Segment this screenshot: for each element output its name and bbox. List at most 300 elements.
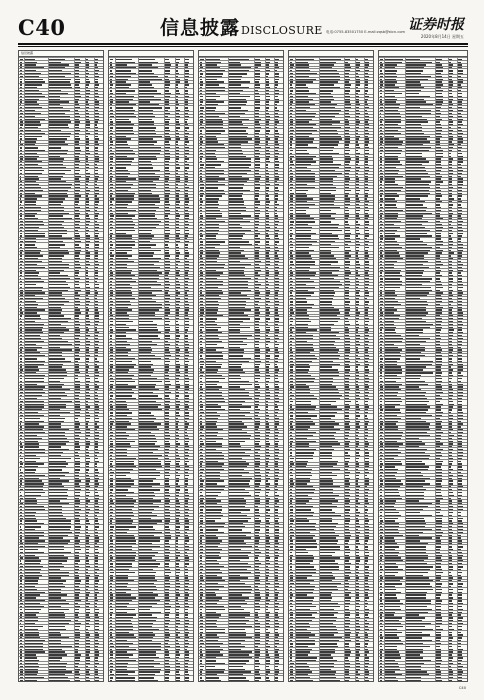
table-row xyxy=(199,143,283,144)
table-cell-ink xyxy=(110,677,113,679)
table-cell-ink xyxy=(266,164,269,166)
table-row xyxy=(109,74,193,75)
table-cell-ink xyxy=(200,518,203,520)
table-cell-ink xyxy=(200,557,202,559)
table-row xyxy=(19,308,103,309)
table-row xyxy=(199,351,283,352)
table-cell-ink xyxy=(206,201,218,203)
table-cell-ink xyxy=(229,518,251,520)
table-column-divider xyxy=(48,57,49,681)
table-row xyxy=(199,371,283,372)
table-columns xyxy=(18,50,468,682)
table-row xyxy=(19,382,103,383)
table-cell-ink xyxy=(139,540,160,542)
table-row xyxy=(199,57,283,58)
table-cell-ink xyxy=(86,233,89,235)
table-row xyxy=(109,539,193,540)
table-row xyxy=(19,539,103,540)
table-cell-ink xyxy=(49,580,67,582)
column-3 xyxy=(198,50,284,682)
table-cell-ink xyxy=(116,335,126,337)
table-cell-ink xyxy=(290,144,292,146)
table-cell-ink xyxy=(356,190,361,192)
table-row xyxy=(199,66,283,67)
table-row xyxy=(109,319,193,320)
table-cell-ink xyxy=(176,327,180,329)
table-cell-ink xyxy=(229,84,241,86)
table-row xyxy=(109,148,193,149)
table-row xyxy=(19,351,103,352)
table-row xyxy=(19,108,103,109)
table-row xyxy=(19,453,103,454)
table-cell-ink xyxy=(20,79,22,81)
table-cell-ink xyxy=(206,666,216,668)
table-cell-ink xyxy=(95,284,99,286)
table-row xyxy=(199,114,283,115)
table-row xyxy=(19,607,103,608)
table-cell-ink xyxy=(20,463,23,465)
table-row xyxy=(289,125,373,126)
table-cell-ink xyxy=(176,563,180,565)
table-row xyxy=(289,180,373,181)
table-cell-ink xyxy=(95,358,98,360)
section-title-cn: 信息披露 xyxy=(160,17,241,39)
table-row xyxy=(199,362,283,363)
table-row xyxy=(109,262,193,263)
table-cell-ink xyxy=(139,572,156,574)
table-cell-ink xyxy=(275,378,278,380)
table-cell-ink xyxy=(206,130,225,132)
table-cell-ink xyxy=(86,520,90,522)
table-cell-ink xyxy=(200,73,203,75)
table-row xyxy=(109,416,193,417)
table-cell-ink xyxy=(116,609,135,611)
table-cell-ink xyxy=(185,441,189,443)
table-row xyxy=(19,613,103,614)
table-cell-ink xyxy=(296,221,315,223)
table-row xyxy=(19,678,103,679)
table-cell-ink xyxy=(139,677,153,679)
table-cell-ink xyxy=(185,255,189,257)
table-row xyxy=(199,476,283,477)
table-cell-ink xyxy=(255,318,259,320)
table-row xyxy=(109,638,193,639)
table-row xyxy=(19,271,103,272)
table-cell-ink xyxy=(49,272,61,274)
table-cell-ink xyxy=(200,187,204,189)
table-cell-ink xyxy=(275,344,279,346)
table-row xyxy=(289,202,373,203)
table-cell-ink xyxy=(365,84,368,86)
table-cell-ink xyxy=(86,492,90,494)
table-cell-ink xyxy=(290,235,292,237)
table-cell-ink xyxy=(206,101,224,103)
table-row xyxy=(199,294,283,295)
table-cell-ink xyxy=(296,84,306,86)
table-row xyxy=(19,530,103,531)
table-cell-ink xyxy=(356,144,360,146)
table-row xyxy=(289,219,373,220)
table-cell-ink xyxy=(185,167,189,169)
table-row xyxy=(109,504,193,505)
table-row xyxy=(109,353,193,354)
table-row xyxy=(19,345,103,346)
table-cell-ink xyxy=(25,492,45,494)
table-row xyxy=(19,103,103,104)
table-cell-ink xyxy=(255,213,259,215)
table-cell-ink xyxy=(165,141,169,143)
table-row xyxy=(109,675,193,676)
table-cell-ink xyxy=(86,469,90,471)
table-row xyxy=(109,117,193,118)
table-cell-ink xyxy=(165,671,169,673)
table-cell-ink xyxy=(95,233,99,235)
table-row xyxy=(199,527,283,528)
table-row xyxy=(199,222,283,223)
table-cell-ink xyxy=(75,626,80,628)
table-cell-ink xyxy=(49,458,71,460)
table-cell-ink xyxy=(266,355,270,357)
table-row xyxy=(109,259,193,260)
table-column-divider xyxy=(265,57,266,681)
table-row xyxy=(289,77,373,78)
table-cell-ink xyxy=(176,321,179,323)
table-cell-ink xyxy=(75,560,80,562)
table-cell-ink xyxy=(20,272,22,274)
table-row xyxy=(199,359,283,360)
table-cell-ink xyxy=(75,315,78,317)
table-cell-ink xyxy=(20,549,23,551)
table-cell-ink xyxy=(345,235,350,237)
table-row xyxy=(199,581,283,582)
table-cell-ink xyxy=(25,272,39,274)
table-row xyxy=(19,157,103,158)
table-row xyxy=(19,288,103,289)
table-cell-ink xyxy=(185,244,189,246)
table-row xyxy=(289,134,373,135)
table-cell-ink xyxy=(116,381,135,383)
table-row xyxy=(19,499,103,500)
table-cell-ink xyxy=(229,130,247,132)
table-row xyxy=(289,143,373,144)
table-cell-ink xyxy=(165,84,170,86)
table-row xyxy=(109,291,193,292)
table-row xyxy=(199,479,283,480)
table-row xyxy=(19,584,103,585)
table-cell-ink xyxy=(290,161,293,163)
table-row xyxy=(199,470,283,471)
table-cell-ink xyxy=(165,475,170,477)
table-row xyxy=(19,131,103,132)
table-row xyxy=(109,205,193,206)
table-cell-ink xyxy=(266,107,269,109)
table-cell-ink xyxy=(116,461,134,463)
table-cell-ink xyxy=(110,244,113,246)
table-cell-ink xyxy=(320,150,333,152)
table-row xyxy=(199,154,283,155)
table-row xyxy=(199,579,283,580)
table-row xyxy=(199,217,283,218)
table-row xyxy=(199,507,283,508)
table-cell-ink xyxy=(345,150,350,152)
table-row xyxy=(19,485,103,486)
table-row xyxy=(199,376,283,377)
table-row xyxy=(109,624,193,625)
table-cell-ink xyxy=(200,79,202,81)
table-row xyxy=(199,353,283,354)
table-row xyxy=(19,114,103,115)
table-row xyxy=(19,496,103,497)
table-cell-ink xyxy=(139,671,160,673)
table-cell-ink xyxy=(49,215,63,217)
table-row xyxy=(109,97,193,98)
table-cell-ink xyxy=(275,84,278,86)
table-cell-ink xyxy=(176,677,180,679)
table-cell-ink xyxy=(255,84,259,86)
table-cell-ink xyxy=(229,318,250,320)
table-row xyxy=(199,231,283,232)
table-cell-ink xyxy=(116,680,135,682)
table-row xyxy=(109,581,193,582)
table-cell-ink xyxy=(165,158,169,160)
table-cell-ink xyxy=(49,244,65,246)
table-row xyxy=(199,447,283,448)
table-cell-ink xyxy=(25,215,35,217)
table-cell-ink xyxy=(110,540,113,542)
table-cell-ink xyxy=(266,660,271,662)
table-row xyxy=(109,556,193,557)
table-cell-ink xyxy=(200,318,203,320)
table-cell-ink xyxy=(206,384,217,386)
table-row xyxy=(109,268,193,269)
table-row xyxy=(199,390,283,391)
table-row xyxy=(19,570,103,571)
table-cell-ink xyxy=(229,529,243,531)
table-cell-ink xyxy=(110,461,113,463)
table-row xyxy=(199,516,283,517)
table-cell-ink xyxy=(266,557,270,559)
table-cell-ink xyxy=(365,210,370,212)
table-cell-ink xyxy=(206,480,224,482)
table-row xyxy=(109,276,193,277)
table-cell-ink xyxy=(200,241,203,243)
table-row xyxy=(199,333,283,334)
table-row xyxy=(199,262,283,263)
table-row xyxy=(199,638,283,639)
table-cell-ink xyxy=(139,107,162,109)
table-cell-ink xyxy=(25,233,45,235)
table-cell-ink xyxy=(165,107,169,109)
table-row xyxy=(109,653,193,654)
table-cell-ink xyxy=(365,235,370,237)
table-cell-ink xyxy=(165,167,168,169)
table-row xyxy=(19,60,103,61)
table-cell-ink xyxy=(275,96,278,98)
table-cell-ink xyxy=(95,124,98,126)
table-cell-ink xyxy=(20,124,23,126)
table-cell-ink xyxy=(75,657,80,659)
table-row xyxy=(109,507,193,508)
table-cell-ink xyxy=(206,79,217,81)
table-row xyxy=(109,408,193,409)
table-cell-ink xyxy=(165,321,170,323)
table-cell-ink xyxy=(266,609,269,611)
table-cell-ink xyxy=(176,158,179,160)
table-row xyxy=(109,305,193,306)
table-row xyxy=(19,182,103,183)
table-cell-ink xyxy=(266,213,269,215)
table-cell-ink xyxy=(75,136,79,138)
table-cell-ink xyxy=(345,90,349,92)
table-cell-ink xyxy=(20,560,21,562)
table-row xyxy=(199,644,283,645)
table-cell-ink xyxy=(110,201,112,203)
table-row xyxy=(19,510,103,511)
table-row xyxy=(199,254,283,255)
table-cell-ink xyxy=(365,190,369,192)
table-row xyxy=(199,219,283,220)
table-cell-ink xyxy=(255,557,258,559)
table-row xyxy=(289,120,373,121)
table-row xyxy=(199,456,283,457)
table-row xyxy=(199,627,283,628)
table-cell-ink xyxy=(116,167,127,169)
table-cell-ink xyxy=(25,284,36,286)
table-cell-ink xyxy=(206,660,216,662)
table-cell-ink xyxy=(25,609,41,611)
table-cell-ink xyxy=(165,654,169,656)
table-row xyxy=(109,422,193,423)
table-row xyxy=(109,248,193,249)
table-cell-ink xyxy=(165,572,170,574)
table-row xyxy=(19,656,103,657)
table-cell-ink xyxy=(296,230,312,232)
table-row xyxy=(109,331,193,332)
table-cell-ink xyxy=(20,84,22,86)
table-cell-ink xyxy=(229,101,248,103)
table-cell-ink xyxy=(20,657,22,659)
table-row xyxy=(199,148,283,149)
table-row xyxy=(199,265,283,266)
table-row xyxy=(109,151,193,152)
table-cell-ink xyxy=(229,557,250,559)
table-row xyxy=(19,490,103,491)
table-row xyxy=(19,636,103,637)
table-row xyxy=(19,542,103,543)
table-row xyxy=(289,103,373,104)
table-row xyxy=(19,331,103,332)
table-row xyxy=(109,402,193,403)
table-row xyxy=(19,282,103,283)
table-row xyxy=(199,633,283,634)
table-cell-ink xyxy=(110,572,114,574)
table-cell-ink xyxy=(185,680,189,682)
section-title-en: DISCLOSURE xyxy=(241,24,323,37)
table-row xyxy=(199,182,283,183)
table-cell-ink xyxy=(165,614,169,616)
table-row xyxy=(19,311,103,312)
table-row xyxy=(19,279,103,280)
table-cell-ink xyxy=(165,127,169,129)
table-cell-ink xyxy=(185,250,188,252)
table-cell-ink xyxy=(116,671,135,673)
table-row xyxy=(199,453,283,454)
table-row xyxy=(109,83,193,84)
table-cell-ink xyxy=(229,384,252,386)
table-cell-ink xyxy=(116,361,132,363)
table-cell-ink xyxy=(139,127,156,129)
table-row xyxy=(199,636,283,637)
table-cell-ink xyxy=(255,384,259,386)
table-row xyxy=(19,356,103,357)
table-cell-ink xyxy=(200,344,202,346)
table-column-divider xyxy=(74,57,75,681)
table-row xyxy=(19,188,103,189)
table-row xyxy=(289,234,373,235)
table-cell-ink xyxy=(365,150,369,152)
table-cell-ink xyxy=(86,463,89,465)
table-cell-ink xyxy=(255,101,259,103)
table-row xyxy=(199,68,283,69)
table-cell-ink xyxy=(165,489,169,491)
table-cell-ink xyxy=(116,526,136,528)
table-row xyxy=(19,143,103,144)
table-cell-ink xyxy=(86,609,91,611)
table-row xyxy=(199,576,283,577)
table-cell-ink xyxy=(75,272,78,274)
table-cell-ink xyxy=(290,230,292,232)
table-cell-ink xyxy=(229,680,249,682)
table-cell-ink xyxy=(116,84,131,86)
table-row xyxy=(19,393,103,394)
table-row xyxy=(19,151,103,152)
table-cell-ink xyxy=(255,201,260,203)
table-cell-ink xyxy=(275,130,279,132)
table-cell-ink xyxy=(20,520,22,522)
table-cell-ink xyxy=(206,158,217,160)
table-cell-ink xyxy=(49,463,68,465)
table-row xyxy=(109,351,193,352)
table-row xyxy=(289,108,373,109)
table-row xyxy=(19,410,103,411)
table-cell-ink xyxy=(75,418,78,420)
table-row xyxy=(199,487,283,488)
table-cell-ink xyxy=(266,318,270,320)
table-row xyxy=(109,100,193,101)
table-row xyxy=(19,239,103,240)
table-cell-ink xyxy=(116,395,133,397)
table-cell-ink xyxy=(95,315,99,317)
table-row xyxy=(19,268,103,269)
table-row xyxy=(289,177,373,178)
table-cell-ink xyxy=(365,144,368,146)
table-row xyxy=(199,342,283,343)
table-cell-ink xyxy=(95,526,99,528)
table-cell-ink xyxy=(290,210,293,212)
table-cell-ink xyxy=(165,677,168,679)
table-cell-ink xyxy=(200,213,202,215)
table-row xyxy=(199,279,283,280)
table-row xyxy=(289,160,373,161)
table-row xyxy=(109,533,193,534)
column-4-rows xyxy=(289,57,373,681)
table-cell-ink xyxy=(75,124,79,126)
table-row xyxy=(199,117,283,118)
table-row xyxy=(109,604,193,605)
table-cell-ink xyxy=(266,158,270,160)
table-cell-ink xyxy=(139,609,150,611)
table-row xyxy=(19,567,103,568)
